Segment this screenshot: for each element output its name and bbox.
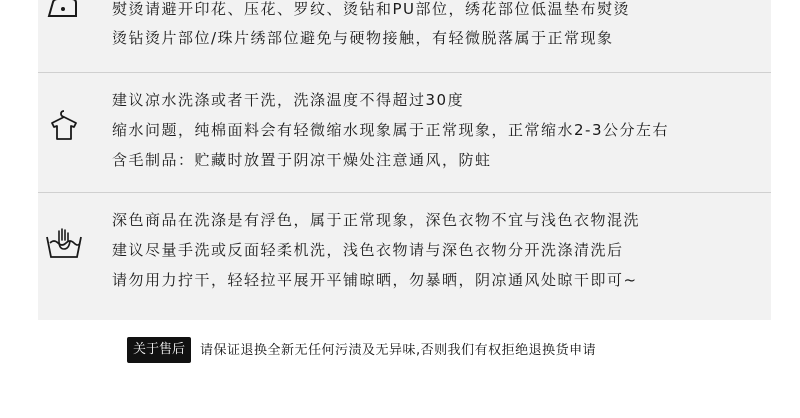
section-line: 深色商品在洗涤是有浮色，属于正常现象，深色衣物不宜与浅色衣物混洗	[112, 211, 641, 229]
hand-wash-icon	[45, 227, 83, 261]
after-sales-notice: 请保证退换全新无任何污渍及无异味,否则我们有权拒绝退换货申请	[200, 343, 597, 358]
after-sales-badge: 关于售后	[127, 337, 191, 363]
section-line: 熨烫请避开印花、压花、罗纹、烫钻和PU部位，绣花部位低温垫布熨烫	[112, 0, 631, 18]
shirt-hanger-icon	[49, 109, 79, 141]
iron-icon	[46, 0, 80, 20]
section-line: 建议凉水洗涤或者干洗，洗涤温度不得超过30度	[112, 91, 465, 109]
section-line: 请勿用力拧干，轻轻拉平展开平铺晾晒，勿暴晒，阴凉通风处晾干即可~	[112, 271, 638, 289]
section-line: 缩水问题，纯棉面料会有轻微缩水现象属于正常现象，正常缩水2-3公分左右	[112, 121, 670, 139]
section-line: 建议尽量手洗或反面轻柔机洗，浅色衣物请与深色衣物分开洗涤清洗后	[112, 241, 624, 259]
section-line: 烫钻烫片部位/珠片绣部位避免与硬物接触，有轻微脱落属于正常现象	[112, 29, 614, 47]
section-divider	[38, 192, 771, 193]
section-line: 含毛制品：贮藏时放置于阴凉干燥处注意通风，防蛀	[112, 151, 492, 169]
section-divider	[38, 72, 771, 73]
